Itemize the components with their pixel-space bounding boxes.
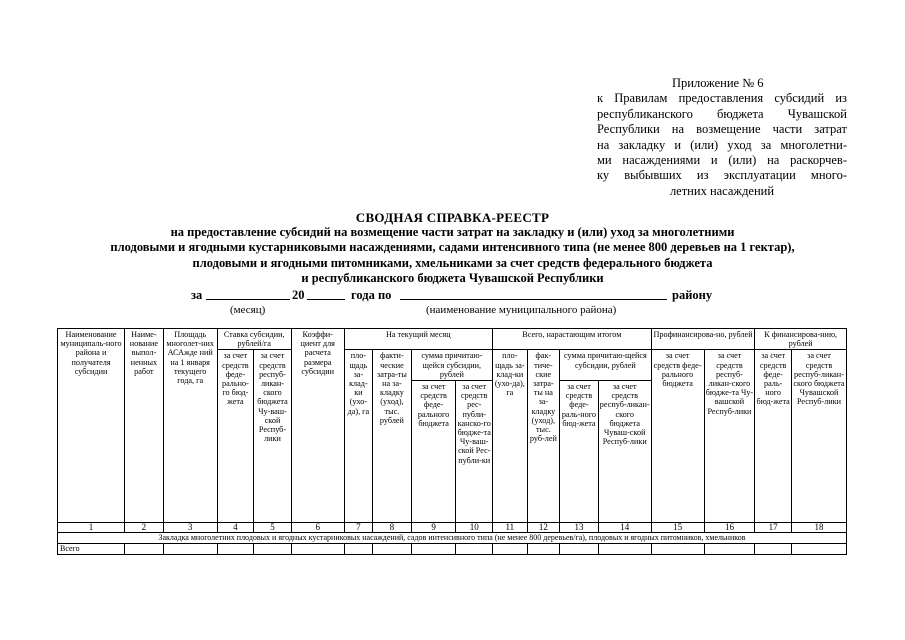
table-cell[interactable] (527, 544, 560, 555)
col-group-header: Ставка субсидии, рублей/га (217, 329, 291, 350)
column-number-row (58, 523, 847, 533)
col-header: за счет средств респуб-ликан-ского бюджета Чуваш-ской Респуб-лики (598, 381, 651, 523)
section-band: Закладка многолетних плодовых и ягодных кустарниковых насаждений, садов интенсивного типа (не менее 800 деревьев/га), плодовых и ягодных питомников, хмельников (58, 533, 847, 544)
table-cell[interactable] (411, 544, 456, 555)
column-number: 5 (254, 523, 292, 533)
registry-table (57, 328, 847, 555)
table-cell[interactable] (254, 544, 292, 555)
column-number: 7 (344, 523, 372, 533)
table-cell[interactable] (598, 544, 651, 555)
col-header: Площадь многолет-них АСАжде ний на 1 января текущего года, га (163, 329, 217, 523)
column-number: 14 (598, 523, 651, 533)
col-header: пло-щадь за-клад-ки (ухо-да), га (344, 350, 372, 523)
col-header: Наименование муниципаль-ного района и получателя субсидии (58, 329, 125, 523)
col-header: за счет средств феде-раль-ного бюд-жета (560, 381, 599, 523)
table-cell[interactable] (791, 544, 846, 555)
year-label: 20 (292, 288, 305, 302)
col-header: за счет средств феде-раль-ного бюд-жета (755, 350, 792, 523)
month-hint: (месяц) (230, 304, 266, 316)
column-number: 18 (791, 523, 846, 533)
period-suffix: району (672, 288, 713, 302)
table-cell[interactable] (344, 544, 372, 555)
appendix-line: республиканского бюджета Чувашской (597, 106, 847, 121)
period-prefix: за (191, 288, 203, 302)
col-group-header: К финансирова-нию, рублей (755, 329, 847, 350)
col-header: за счет средств респуб-ликан-ского бюдже-та Чу-вашской Респуб-лики (704, 350, 755, 523)
title-line: на предоставление субсидий на возмещение части затрат на закладку и (или) уход за многолетними (170, 225, 735, 240)
year-field[interactable] (307, 288, 345, 300)
district-hint: (наименование муниципального района) (426, 304, 617, 316)
col-header: Наиме-нование выпол-ненных работ (125, 329, 164, 523)
column-number: 6 (291, 523, 344, 533)
col-group-header: сумма причитаю-щейся субсидии, рублей (560, 350, 652, 381)
table-cell[interactable] (651, 544, 704, 555)
col-header: за счет средств феде-рального бюджета (651, 350, 704, 523)
column-number: 17 (755, 523, 792, 533)
month-field[interactable] (206, 288, 290, 300)
column-number: 16 (704, 523, 755, 533)
appendix-line: ми насаждениями и (или) на раскорчев- (597, 153, 847, 168)
col-header: факти-ческие затра-ты на за-кладку (уход), тыс. рублей (373, 350, 412, 523)
table-cell[interactable] (704, 544, 755, 555)
column-number: 10 (456, 523, 493, 533)
table-cell[interactable] (560, 544, 599, 555)
col-header: Коэффи-циент для расчета размера субсидии (291, 329, 344, 523)
col-group-header: Всего, нарастающим итогом (493, 329, 652, 350)
appendix-line: на закладку и (или) уход за многолетни- (597, 137, 847, 152)
section-band-row (58, 533, 847, 544)
district-field[interactable] (400, 288, 667, 300)
appendix-line: ку выбывших из эксплуатации много- (597, 168, 847, 183)
total-label: Всего (58, 544, 125, 555)
column-number: 1 (58, 523, 125, 533)
appendix-line: к Правилам предоставления субсидий из (597, 91, 847, 106)
table-cell[interactable] (291, 544, 344, 555)
col-header: пло-щадь за-клад-ки (ухо-да), га (493, 350, 528, 523)
appendix-header (597, 76, 847, 199)
title-line: и республиканского бюджета Чувашской Республики (301, 270, 604, 285)
document-title (0, 210, 905, 286)
col-group-header: Профинансирова-но, рублей (651, 329, 755, 350)
column-number: 2 (125, 523, 164, 533)
table-cell[interactable] (493, 544, 528, 555)
table-cell[interactable] (217, 544, 254, 555)
appendix-line: летних насаждений (669, 183, 775, 198)
header-row (58, 329, 847, 350)
year-suffix: года по (351, 288, 392, 302)
table-cell[interactable] (755, 544, 792, 555)
column-number: 4 (217, 523, 254, 533)
col-header: за счет средств рес-публи-канско-го бюдже-та Чу-ваш-ской Рес-публи-ки (456, 381, 493, 523)
table-cell[interactable] (163, 544, 217, 555)
col-header: за счет средств феде-рального бюджета (411, 381, 456, 523)
column-number: 11 (493, 523, 528, 533)
column-number: 12 (527, 523, 560, 533)
table-cell[interactable] (456, 544, 493, 555)
appendix-line: Республики на возмещение части затрат (597, 122, 847, 137)
title-line: плодовыми и ягодными питомниками, хмельниками за счет средств федерального бюджета (192, 255, 713, 270)
total-row (58, 544, 847, 555)
col-header: за счет средств феде-рально-го бюд-жета (217, 350, 254, 523)
column-number: 15 (651, 523, 704, 533)
col-group-header: На текущий месяц (344, 329, 492, 350)
table-cell[interactable] (125, 544, 164, 555)
appendix-title: Приложение № 6 (672, 76, 764, 90)
col-header: фак-тиче-ские затра-ты на за-кладку (уход), тыс. руб-лей (527, 350, 560, 523)
col-header: за счет средств респуб-ликан-ского бюджета Чувашской Респуб-лики (791, 350, 846, 523)
column-number: 9 (411, 523, 456, 533)
column-number: 8 (373, 523, 412, 533)
column-number: 13 (560, 523, 599, 533)
column-number: 3 (163, 523, 217, 533)
table-cell[interactable] (373, 544, 412, 555)
title-line: плодовыми и ягодными кустарниковыми насаждениями, садами интенсивного типа (не менее 800 деревьев на 1 гектар), (110, 240, 795, 255)
col-group-header: сумма причитаю-щейся субсидии, рублей (411, 350, 492, 381)
col-header: за счет средств респуб-ликан-ского бюджета Чу-ваш-ской Респуб-лики (254, 350, 292, 523)
main-title: СВОДНАЯ СПРАВКА-РЕЕСТР (355, 210, 550, 225)
